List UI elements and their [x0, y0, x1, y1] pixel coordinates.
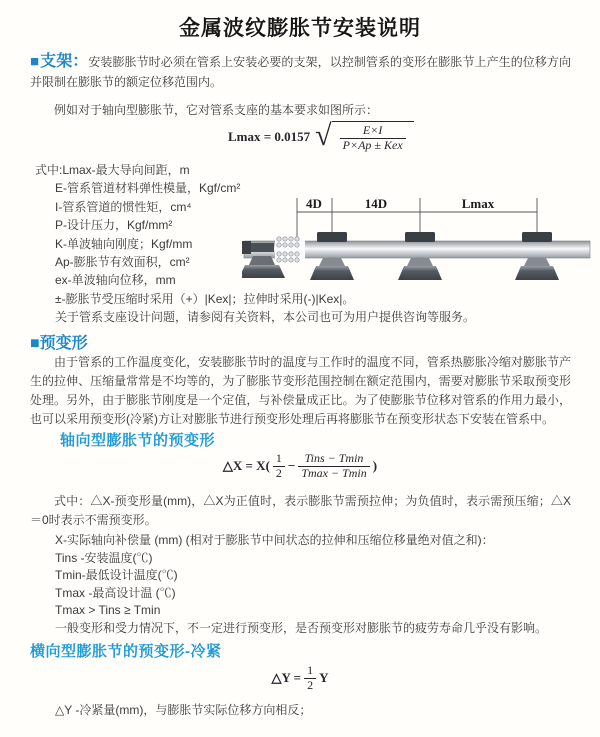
dy-half-numerator: 1	[304, 664, 316, 679]
definition-line: ±-膨胀节受压缩时采用（+）|Kex|；拉伸时采用(-)|Kex|。	[55, 291, 355, 306]
lateral-note-line: △Y -冷紧量(mm)，与膨胀节实际位移方向相反；	[55, 703, 312, 717]
bellows-icon	[275, 237, 305, 262]
support-paragraph	[30, 52, 571, 92]
axial-subsection-heading: 轴向型膨胀节的预变形	[60, 432, 216, 449]
preform-heading-label: 预变形	[39, 335, 88, 352]
dy-half-denominator: 2	[307, 677, 314, 692]
axial-explain-paragraph: 式中：△X-预变形量(mm)，△X为正值时，表示膨胀节需预拉伸；为负值时，表示需预压缩；△X＝0时表示不需预变形。	[30, 494, 571, 527]
definition-line: 式中:Lmax-最大导向间距，m	[35, 163, 190, 177]
definition-line: X-实际轴向补偿量 (mm) (相对于膨胀节中间状态的拉伸和压缩位移量绝对值之和)：	[55, 533, 494, 547]
section-marker-icon: ■	[30, 53, 40, 70]
dim-label-4d: 4D	[306, 196, 322, 211]
definition-line: ex-单波轴向位移，mm	[55, 273, 176, 288]
lmax-formula-denominator: P×Ap ± Kex	[342, 137, 403, 152]
page-title: 金属波纹膨胀节安装说明	[179, 17, 421, 40]
pipe-support-diagram	[242, 192, 594, 292]
support-section-heading	[30, 53, 88, 70]
definition-line: P-设计压力，Kgf/mm²	[55, 218, 173, 233]
lmax-formula	[228, 121, 414, 153]
support-intro-text: 安装膨胀节时必须在管系上安装必要的支架，以控制管系的变形在膨胀节上产生的位移方向并限制在膨胀节的额定位移范围内。	[30, 55, 571, 89]
dx-half-denominator: 2	[275, 465, 282, 480]
definition-line: Ap-膨胀节有效面积，cm²	[55, 255, 190, 270]
definition-line: Tins -安装温度(℃)	[55, 550, 153, 565]
lmax-formula-lhs: Lmax = 0.0157	[228, 128, 311, 144]
support-heading-label: 支架：	[40, 53, 89, 70]
dim-label-lmax: Lmax	[461, 196, 495, 211]
definition-line: Tmax -最高设计温 (℃)	[55, 585, 176, 600]
dx-formula-suffix: )	[372, 458, 378, 474]
dy-formula-prefix: △Y =	[271, 670, 302, 686]
dx-temp-numerator: Tins − Tmin	[298, 452, 369, 467]
dy-formula-suffix: Y	[319, 670, 329, 686]
dx-formula-prefix: △X = X(	[222, 458, 270, 474]
lateral-coldtight-formula	[0, 664, 600, 693]
dim-label-14d: 14D	[364, 196, 388, 211]
dx-minus-sign: −	[287, 458, 296, 474]
definition-line: I-管系管道的惯性矩，cm⁴	[55, 199, 192, 214]
sqrt-radical	[315, 121, 413, 153]
dx-temp-denominator: Tmax − Tmin	[301, 465, 367, 480]
definition-line: E-管系管道材料弹性模量，Kgf/cm²	[55, 181, 241, 196]
lmax-formula-numerator: E×I	[340, 124, 406, 139]
preform-section-heading	[30, 330, 88, 353]
definition-line: K-单波轴向刚度；Kgf/mm	[55, 236, 193, 251]
axial-definition-list	[55, 532, 575, 637]
lateral-subsection-heading: 横向型膨胀节的预变形-冷紧	[30, 643, 222, 660]
section-marker-icon: ■	[30, 335, 40, 352]
axial-preform-formula	[0, 452, 600, 481]
radical-sign-icon: √	[315, 119, 332, 152]
definition-line: 关于管系支座设计问题，请参阅有关资料，本公司也可为用户提供咨询等服务。	[55, 310, 476, 325]
support-example-line: 例如对于轴向型膨胀节，它对管系支座的基本要求如图所示：	[54, 103, 379, 117]
definition-line: Tmax > Tins ≥ Tmin	[55, 603, 161, 617]
dx-half-numerator: 1	[273, 452, 285, 467]
preform-paragraph: 由于管系的工作温度变化，安装膨胀节时的温度与工作时的温度不同，管系热膨胀冷缩对膨胀节产生的拉伸、压缩量常常是不均等的，为了膨胀节变形范围控制在额定范围内，需要对膨胀节采取预变形处理。另外，由于膨胀节刚度是一个定值，与补偿量成正比。为了使膨胀节位移对管系的作用力最小，也可以采用预变形(冷紧)方让对膨胀节进行预变形处理后再将膨胀节在预变形状态下安装在管系中。	[30, 355, 571, 426]
definition-line: Tmin-最低设计温度(℃)	[55, 568, 178, 582]
axial-note-line: 一般变形和受力情况下，不一定进行预变形，是否预变形对膨胀节的疲劳寿命几乎没有影响。	[55, 620, 548, 635]
